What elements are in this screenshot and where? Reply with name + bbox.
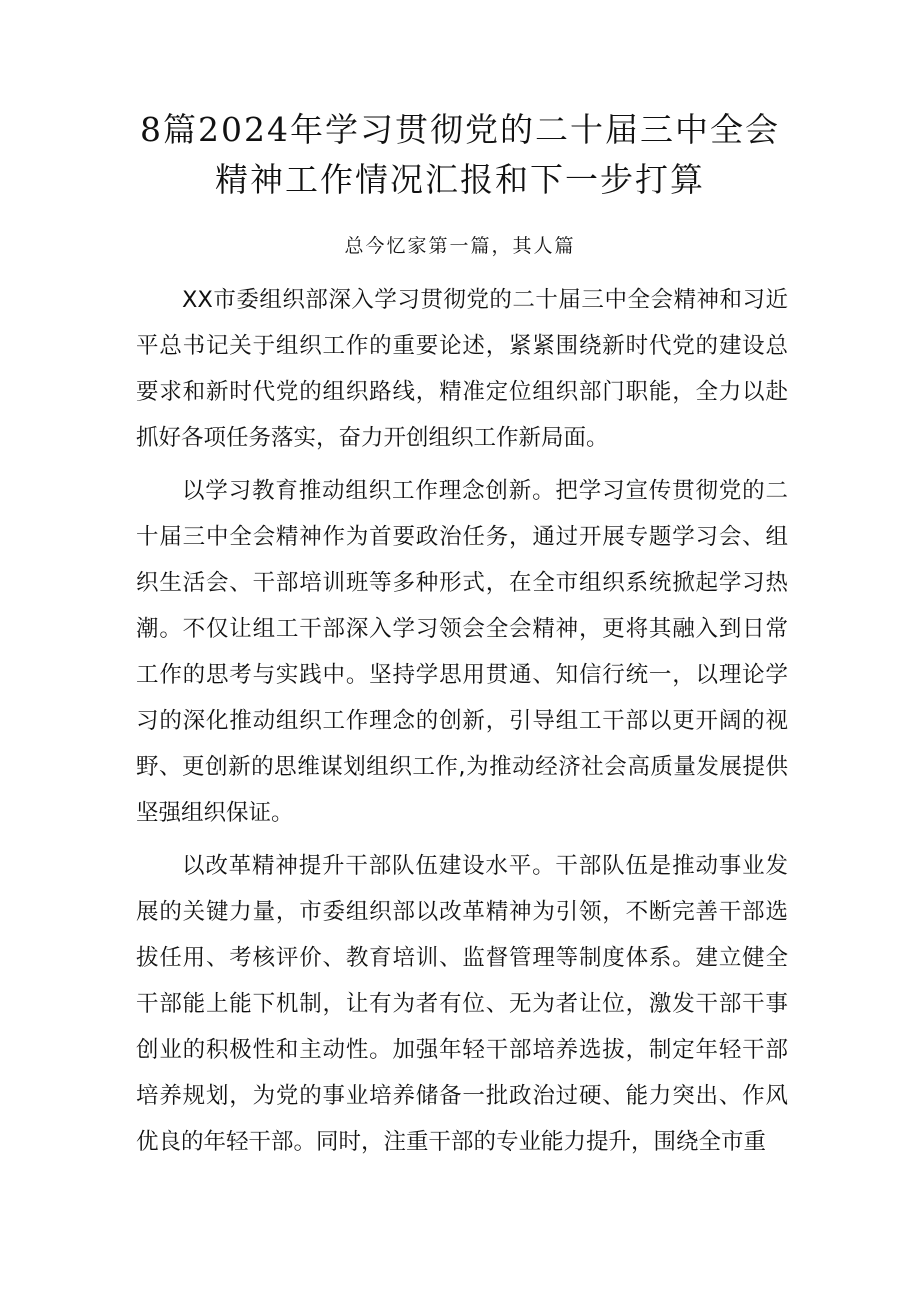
document-title-line-2: 精神工作情况汇报和下一步打算 bbox=[215, 160, 705, 199]
paragraph-intro: XX市委组织部深入学习贯彻党的二十届三中全会精神和习近平总书记关于组织工作的重要论述，紧紧围绕新时代党的建设总要求和新时代党的组织路线，精准定位组织部门职能，全力以赴抓好各项任务落实，奋力开创组织工作新局面。 bbox=[136, 287, 788, 451]
paragraph-cadre-reform: 以改革精神提升干部队伍建设水平。干部队伍是推动事业发展的关键力量，市委组织部以改革精神为引领，不断完善干部选拔任用、考核评价、教育培训、监督管理等制度体系。建立健全干部能上能下机制，让有为者有位、无为者让位，激发干部干事创业的积极性和主动性。加强年轻干部培养选拔，制定年轻干部培养规划，为党的事业培养储备一批政治过硬、能力突出、作风优良的年轻干部。同时，注重干部的专业能力提升，围绕全市重 bbox=[136, 853, 788, 1155]
document-subtitle: 总今忆家第一篇，其人篇 bbox=[344, 235, 576, 257]
document-title-line-1: 8篇2024年学习贯彻党的二十届三中全会 bbox=[140, 110, 780, 149]
paragraph-learning-education: 以学习教育推动组织工作理念创新。把学习宣传贯彻党的二十届三中全会精神作为首要政治任务，通过开展专题学习会、组织生活会、干部培训班等多种形式，在全市组织系统掀起学习热潮。不仅让组工干部深入学习领会全会精神，更将其融入到日常工作的思考与实践中。坚持学思用贯通、知信行统一，以理论学习的深化推动组织工作理念的创新，引导组工干部以更开阔的视野、更创新的思维谋划组织工作,为推动经济社会高质量发展提供坚强组织保证。 bbox=[136, 478, 788, 826]
